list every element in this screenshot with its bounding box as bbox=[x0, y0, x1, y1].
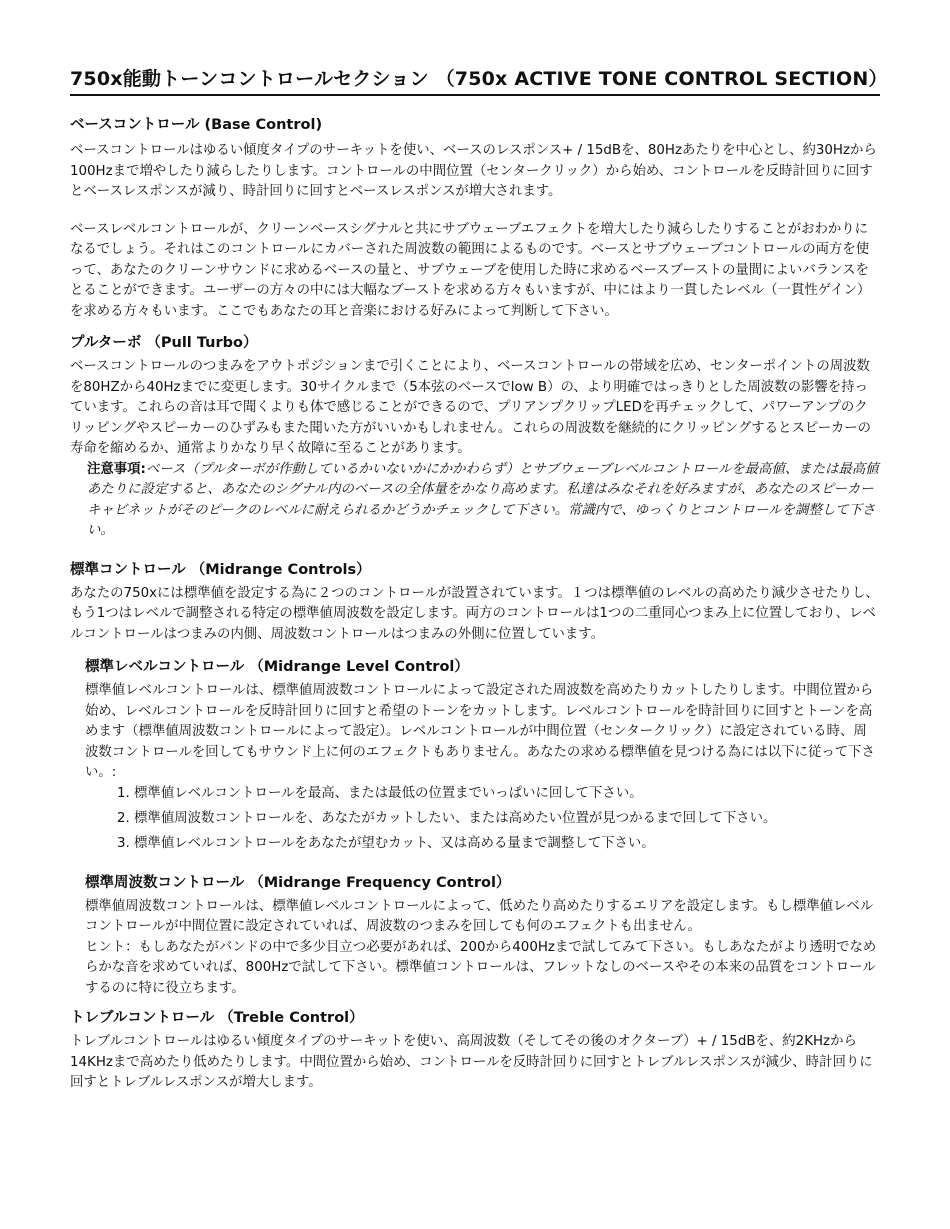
midrange-controls-heading: 標準コントロール （Midrange Controls） bbox=[70, 561, 371, 578]
base-control-paragraph-2: ベースレベルコントロールが、クリーンベースシグナルと共にサブウェーブエフェクトを増大したり減らしたりすることがおわかりになるでしょう。それはこのコントロールにカバーされた周波数の範囲によるものです。ベースとサブウェーブコントロールの両方を使って、あなたのクリーンサウンドに求めるベースの量と、サブウェーブを使用した時に求めるベースブーストの量間によいバランスをとることができます。ユーザーの方々の中には大幅なブーストを求める方々もいますが、中にはより一貫したレベル（一貫性ゲイン）を求める方々もいます。ここでもあなたの耳と音楽における好みによって判断して下さい。 bbox=[70, 221, 871, 319]
base-control-paragraph-1: ベースコントロールはゆるい傾度タイプのサーキットを使い、ベースのレスポンス+ / 15dBを、80Hzあたりを中心とし、約30Hzから100Hzまで増やしたり減らしたりします。コントロールの中間位置（センタークリック）から始め、コントロールを反時計回りに回すとベースレスポンスが減り、時計回りに回すとベースレスポンスが増大されます。 bbox=[70, 143, 877, 199]
midrange-frequency-paragraph-1: 標準値周波数コントロールは、標準値レベルコントロールによって、低めたり高めたりするエリアを設定します。もし標準値レベルコントロールが中間位置に設定されていれば、周波数のつまみを回しても何のエフェクトも出ません。 bbox=[85, 898, 874, 934]
pull-turbo-paragraph: ベースコントロールのつまみをアウトポジションまで引くことにより、ベースコントロールの帯域を広め、センターポイントの周波数を80HZから40Hzまでに変更します。30サイクルまで（5本弦のベースでlow B）の、より明確ではっきりとした周波数の影響を持っています。これらの音は耳で聞くよりも体で感じることができるので、プリアンプクリップLEDを再チェックして、パワーアンプのクリッピングやスピーカーのひずみもまた聞いた方がいいかもしれません。これらの周波数を継続的にクリッピングするとスピーカーの寿命を縮めるか、通常よりかなり早く故障に至ることがあります。 bbox=[70, 359, 872, 456]
midrange-frequency-heading: 標準周波数コントロール （Midrange Frequency Control） bbox=[85, 874, 511, 891]
list-item: 1. 標準値レベルコントロールを最高、または最低の位置までいっぱいに回して下さい。 bbox=[117, 785, 643, 801]
note-text: ベース（プルターボが作動しているかいないかにかかわらず）とサブウェーブレベルコントロールを最高値、または最高値あたりに設定すると、あなたのシグナル内のベースの全体量をかなり高めます。私達はみなそれを好みますが、あなたのスピーカーキャビネットがそのピークのレベルに耐えられるかどうかチェックして下さい。常識内で、ゆっくりとコントロールを調整して下さい。 bbox=[87, 461, 879, 538]
pull-turbo-heading: プルターボ （Pull Turbo） bbox=[70, 335, 258, 351]
midrange-frequency-paragraph-2: ヒント：もしあなたがバンドの中で多少目立つ必要があれば、200から400Hzまで試してみて下さい。もしあなたがより透明でなめらかな音を求めていれば、800Hzで試して下さい。標準値コントロールは、フレットなしのベースやその本来の品質をコントロールするのに特に役立ちます。 bbox=[85, 939, 877, 996]
treble-control-heading: トレブルコントロール （Treble Control） bbox=[70, 1010, 364, 1026]
midrange-level-section bbox=[85, 655, 880, 999]
manual-page bbox=[70, 64, 888, 1094]
base-control-heading: ベースコントロール (Base Control) bbox=[70, 117, 323, 133]
note-label: 注意事項: bbox=[87, 461, 146, 477]
treble-control-paragraph: トレブルコントロールはゆるい傾度タイプのサーキットを使い、高周波数（そしてその後のオクターブ）+ / 15dBを、約2KHzから14KHzまで高めたり低めたりします。中間位置から始め、コントロールを反時計回りに回すとトレブルレスポンスが減少、時計回りに回すとトレブルレスポンスが増大します。 bbox=[70, 1034, 873, 1090]
midrange-level-paragraph: 標準値レベルコントロールは、標準値周波数コントロールによって設定された周波数を高めたりカットしたりします。中間位置から始め、レベルコントロールを反時計回りに回すと希望のトーンをカットします。レベルコントロールを時計回りに回すとトーンを高めます（標準値周波数コントロールによって設定）。レベルコントロールが中間位置（センタークリック）に設定されている時、周波数コントロールを回してもサウンド上に何のエフェクトもありません。あなたの求める標準値を見つける為には以下に従って下さい。: bbox=[85, 683, 875, 780]
page-title: 750x能動トーンコントロールセクション （750x ACTIVE TONE CONTROL SECTION） bbox=[70, 64, 880, 96]
list-item: 3. 標準値レベルコントロールをあなたが望むカット、又は高める量まで調整して下さい。 bbox=[117, 835, 655, 851]
list-item: 2. 標準値周波数コントロールを、あなたがカットしたい、または高めたい位置が見つかるまで回して下さい。 bbox=[117, 810, 777, 826]
midrange-level-heading: 標準レベルコントロール （Midrange Level Control） bbox=[85, 659, 469, 675]
pull-turbo-note bbox=[87, 460, 880, 542]
midrange-controls-paragraph: あなたの750xには標準値を設定する為に２つのコントロールが設置されています。１つは標準値のレベルの高めたり減少させたりし、もう1つはレベルで調整される特定の標準値周波数を設定します。両方のコントロールは1つの二重同心つまみ上に位置しており、レベルコントロールはつまみの内側、周波数コントロールはつまみの外側に位置しています。 bbox=[70, 585, 879, 642]
midrange-level-steps bbox=[85, 784, 880, 854]
